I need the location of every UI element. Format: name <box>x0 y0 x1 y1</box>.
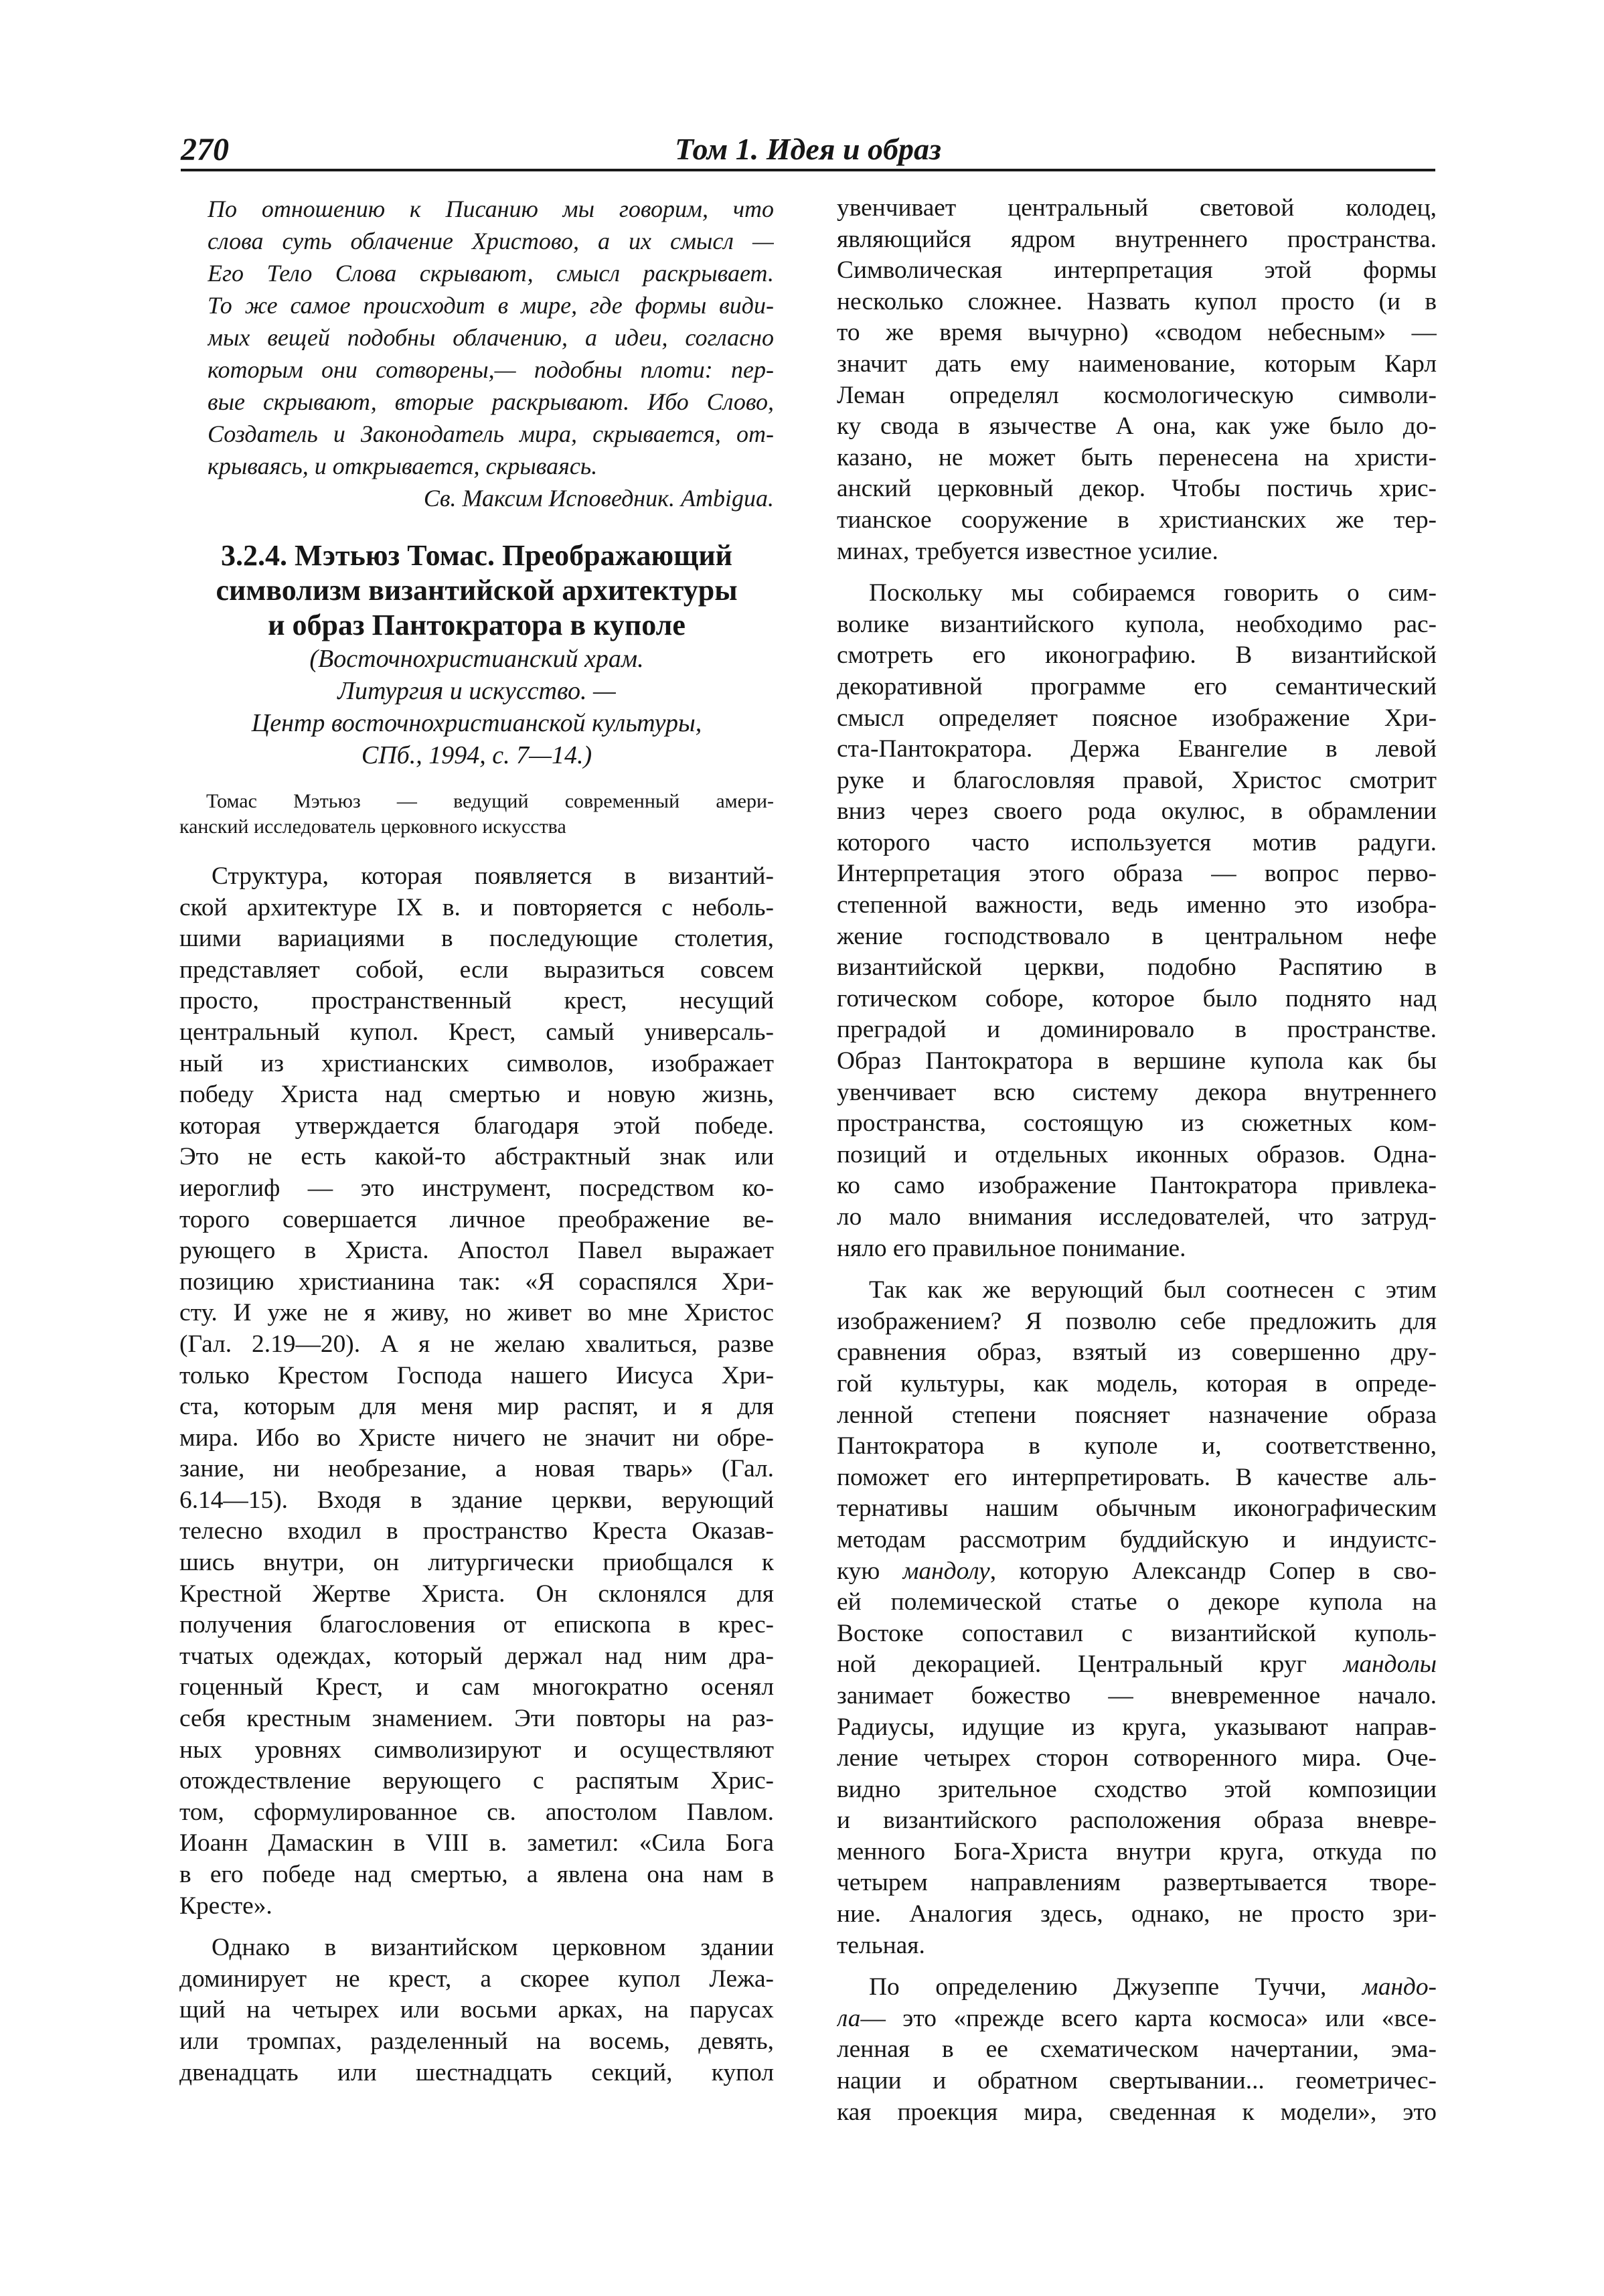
paragraph <box>179 1932 774 2088</box>
text-line: нации и обратном свертывании... геометричес- <box>837 2067 1437 2095</box>
italic-term: мандолы <box>1343 1651 1437 1679</box>
text-line: в его победе над смертью, а явлена она нам в <box>179 1861 774 1888</box>
text-line: Радиусы, идущие из круга, указывают направ- <box>837 1713 1437 1741</box>
epigraph-line: Его Тело Слова скрывают, смысл раскрывает. <box>208 260 774 287</box>
text-line: жение господствовало в центральном нефе <box>837 922 1437 950</box>
page-header <box>181 131 1435 170</box>
text-line: ей полемической статье о декоре купола на <box>837 1588 1437 1616</box>
text-line: ленной степени поясняет назначение образа <box>837 1401 1437 1429</box>
paragraph <box>837 193 1437 567</box>
author-note-line: канский исследователь церковного искусства <box>179 816 566 838</box>
text-line: кая проекция мира, сведенная к модели», это <box>837 2098 1437 2126</box>
text-line: казано, не может быть перенесена на христи- <box>837 443 1437 471</box>
section-heading <box>179 538 774 643</box>
heading-line: символизм византийской архитектуры <box>216 574 738 607</box>
text-line: тернативы нашим обычным иконографическим <box>837 1495 1437 1523</box>
epigraph <box>179 193 774 482</box>
text-line: сту. И уже не я живу, но живет во мне Христос <box>179 1299 774 1327</box>
text-line: смотреть его иконографию. В византийской <box>837 641 1437 670</box>
text-line: Структура, которая появляется в византий- <box>212 862 774 890</box>
italic-term: мандолу <box>902 1557 990 1585</box>
text-line: шими вариациями в последующие столетия, <box>179 925 774 953</box>
text-line: том, сформулированное св. апостолом Павлом. <box>179 1798 774 1826</box>
paragraph <box>179 861 774 1922</box>
text-line: представляет собой, если выразиться совсем <box>179 955 774 984</box>
page-number: 270 <box>181 132 229 167</box>
text-line: тчатых одеждах, который держал над ним дра- <box>179 1642 774 1670</box>
text-line: отождествление верующего с распятым Хрис- <box>179 1767 774 1795</box>
text-line: пространства, состоящую из сюжетных ком- <box>837 1109 1437 1138</box>
text-line: щий на четырех или восьми арках, на парусах <box>179 1996 774 2024</box>
text-line: позиций и отдельных иконных образов. Одна- <box>837 1140 1437 1168</box>
text-line: изображением? Я позволю себе предложить для <box>837 1307 1437 1335</box>
text-line: которого часто используется мотив радуги. <box>837 828 1437 856</box>
text-line: телесно входил в пространство Креста Оказав- <box>179 1517 774 1545</box>
text-line: гой культуры, как модель, которая в опреде- <box>837 1369 1437 1397</box>
text-line: Так как же верующий был соотнесен с этим <box>869 1276 1437 1304</box>
text-line: византийской церкви, подобно Распятию в <box>837 953 1437 982</box>
text-line: методам рассмотрим буддийскую и индуистс- <box>837 1525 1437 1553</box>
text-line: Однако в византийском церковном здании <box>212 1934 774 1962</box>
text-line: значит дать ему наименование, которым Карл <box>837 350 1437 378</box>
text-line: зание, ни необрезание, а новая тварь» (Гал. <box>179 1455 774 1483</box>
text-line: менного Бога-Христа внутри круга, откуда по <box>837 1837 1437 1865</box>
text-line: Это не есть какой-то абстрактный знак или <box>179 1143 774 1171</box>
text-line: или тромпах, разделенный на восемь, девять, <box>179 2027 774 2055</box>
text-line <box>837 1556 1437 1588</box>
paragraph <box>837 1972 1437 2128</box>
paragraph <box>837 1275 1437 1961</box>
epigraph-line: Создатель и Законодатель мира, скрывается, от- <box>208 420 774 447</box>
heading-line: и образ Пантократора в куполе <box>268 609 686 641</box>
text-line: доминирует не крест, а скорее купол Лежа- <box>179 1965 774 1993</box>
text-line: Пантократора в куполе и, соответственно, <box>837 1432 1437 1460</box>
text-line: победу Христа над смертью и новую жизнь, <box>179 1081 774 1109</box>
text-line: декоративной программе его семантический <box>837 672 1437 700</box>
text-line: Кресте». <box>179 1892 272 1920</box>
text-line <box>837 2003 1437 2035</box>
text-line: занимает божество — вневременное начало. <box>837 1681 1437 1709</box>
text-line: сравнения образ, взятый из совершенно дру- <box>837 1338 1437 1367</box>
left-column <box>179 193 774 2088</box>
text-line: увенчивает центральный световой колодец, <box>837 194 1437 222</box>
text-line: ста, которым для меня мир распят, и я для <box>179 1393 774 1421</box>
source-line: СПб., 1994, с. 7—14.) <box>361 741 592 769</box>
text-line: тельная. <box>837 1931 925 1959</box>
text-line: четырем направлениям развертывается творе- <box>837 1869 1437 1897</box>
text-line: тианское сооружение в христианских же тер- <box>837 506 1437 534</box>
text-line: иероглиф — это инструмент, посредством ко- <box>179 1174 774 1202</box>
text-line: позицию христианина так: «Я сораспялся Хри- <box>179 1268 774 1296</box>
text-line: Иоанн Дамаскин в VIII в. заметил: «Сила Бога <box>179 1829 774 1857</box>
text-line: только Крестом Господа нашего Иисуса Хри- <box>179 1361 774 1389</box>
text-line: то же время вычурно) «сводом небесным» — <box>837 319 1437 347</box>
text-line: и византийского расположения образа вневре- <box>837 1807 1437 1835</box>
text-line: ленная в ее схематическом начертании, эма- <box>837 2036 1437 2064</box>
epigraph-line: слова суть облачение Христово, а их смысл — <box>208 228 774 254</box>
source-line: Литургия и искусство. — <box>337 677 616 705</box>
text-line: ской архитектуре IX в. и повторяется с неболь- <box>179 893 774 921</box>
text-line: степенной важности, ведь именно это изобра- <box>837 891 1437 919</box>
text-line: Образ Пантократора в вершине купола как бы <box>837 1047 1437 1075</box>
text-line: увенчивает всю систему декора внутреннего <box>837 1078 1437 1106</box>
running-title: Том 1. Идея и образ <box>675 132 941 166</box>
text-line: преградой и доминировало в пространстве. <box>837 1016 1437 1044</box>
text-line <box>837 1972 1437 2003</box>
text-line: ку свода в язычестве А она, как уже было до- <box>837 412 1437 441</box>
source-line: (Восточнохристианский храм. <box>309 645 644 673</box>
text-line: Интерпретация этого образа — вопрос перво- <box>837 860 1437 888</box>
text-fragment: кую <box>837 1557 903 1585</box>
text-line: мира. Ибо во Христе ничего не значит ни обре- <box>179 1424 774 1452</box>
epigraph-line: По отношению к Писанию мы говорим, что <box>208 196 774 222</box>
text-line: (Гал. 2.19—20). А я не желаю хвалиться, разве <box>179 1330 774 1358</box>
epigraph-line: крываясь, и открывается, скрываясь. <box>208 453 598 479</box>
text-line: руке и благословляя правой, Христос смотрит <box>837 766 1437 794</box>
text-line: видно зрительное сходство этой композиции <box>837 1775 1437 1803</box>
text-line: шись внутри, он литургически приобщался к <box>179 1549 774 1577</box>
author-note <box>179 789 774 840</box>
text-line: Символическая интерпретация этой формы <box>837 256 1437 285</box>
text-line: ных уровнях символизируют и осуществляют <box>179 1736 774 1764</box>
italic-term: мандо- <box>1362 1973 1437 2001</box>
text-line: Крестной Жертве Христа. Он склонялся для <box>179 1580 774 1608</box>
italic-term: ла <box>837 2004 861 2032</box>
text-line: двенадцать или шестнадцать секций, купол <box>179 2058 774 2086</box>
text-line: минах, требуется известное усилие. <box>837 537 1218 565</box>
text-line: Востоке сопоставил с византийской куполь- <box>837 1619 1437 1647</box>
text-line: поможет его интерпретировать. В качестве аль- <box>837 1463 1437 1491</box>
source-citation <box>179 643 774 771</box>
text-line: 6.14—15). Входя в здание церкви, верующий <box>179 1486 774 1514</box>
text-line: ко само изображение Пантократора привлека- <box>837 1172 1437 1200</box>
text-line: ста-Пантократора. Держа Евангелие в левой <box>837 735 1437 763</box>
text-line: Леман определял космологическую символи- <box>837 381 1437 409</box>
text-line: няло его правильное понимание. <box>837 1234 1186 1262</box>
text-line: анский церковный декор. Чтобы постичь хрис- <box>837 475 1437 503</box>
text-line: Поскольку мы собираемся говорить о сим- <box>869 579 1437 607</box>
text-fragment: По определению Джузеппе Туччи, <box>869 1973 1362 2001</box>
text-line: центральный купол. Крест, самый универсаль- <box>179 1018 774 1046</box>
text-line: ло мало внимания исследователей, что затруд- <box>837 1203 1437 1231</box>
epigraph-line: мых вещей подобны облачению, а идеи, согласно <box>208 324 774 351</box>
source-line: Центр восточнохристианской культуры, <box>251 709 702 737</box>
text-fragment: ной декорацией. Центральный круг <box>837 1651 1344 1679</box>
text-line: являющийся ядром внутреннего пространства. <box>837 225 1437 253</box>
right-column <box>837 193 1437 2128</box>
epigraph-source <box>179 482 774 514</box>
epigraph-line: которым они сотворены,— подобны плоти: пер- <box>208 356 774 383</box>
text-fragment: , которую Александр Сопер в сво- <box>989 1557 1437 1585</box>
text-line: ние. Аналогия здесь, однако, не просто зри- <box>837 1900 1437 1928</box>
text-fragment: — это «прежде всего карта космоса» или «все- <box>860 2004 1437 2032</box>
text-line: которая утверждается благодаря этой победе. <box>179 1112 774 1140</box>
text-line: торого совершается личное преображение ве- <box>179 1205 774 1233</box>
header-rule <box>181 169 1435 171</box>
text-line: волике византийского купола, необходимо рас- <box>837 610 1437 638</box>
epigraph-line: То же самое происходит в мире, где формы види- <box>208 292 774 319</box>
text-line: рующего в Христа. Апостол Павел выражает <box>179 1237 774 1265</box>
text-line: несколько сложнее. Назвать купол просто (и в <box>837 287 1437 315</box>
paragraph <box>837 578 1437 1264</box>
text-line: получения благословения от епископа в крес- <box>179 1611 774 1639</box>
heading-line: 3.2.4. Мэтьюз Томас. Преображающий <box>220 539 733 572</box>
text-line: гоценный Крест, и сам многократно осенял <box>179 1673 774 1701</box>
text-line: ный из христианских символов, изображает <box>179 1049 774 1077</box>
text-line: готическом соборе, которое было поднято над <box>837 984 1437 1012</box>
text-line: вниз через своего рода окулюс, в обрамлении <box>837 797 1437 826</box>
author-note-line: Томас Мэтьюз — ведущий современный амери- <box>206 790 774 812</box>
epigraph-source-text: Св. Максим Исповедник. Ambigua. <box>423 485 774 512</box>
text-line: себя крестным знамением. Эти повторы на раз- <box>179 1705 774 1733</box>
text-line <box>837 1649 1437 1681</box>
text-line: просто, пространственный крест, несущий <box>179 987 774 1015</box>
text-line: ление четырех сторон сотворенного мира. Оче- <box>837 1744 1437 1772</box>
epigraph-line: вые скрывают, вторые раскрывают. Ибо Слово, <box>208 388 774 415</box>
text-line: смысл определяет поясное изображение Хри- <box>837 704 1437 732</box>
